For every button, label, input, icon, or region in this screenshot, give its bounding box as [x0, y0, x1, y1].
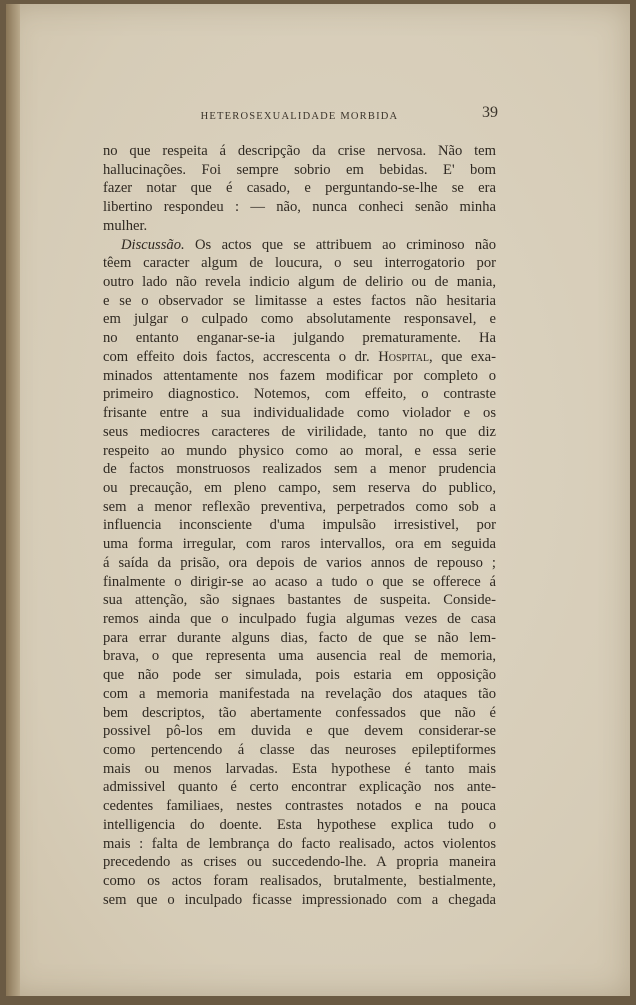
text-line: como os actos foram realisados, brutalmente, bestialmente, — [103, 873, 496, 890]
text-line: sua attenção, são signaes bastantes de suspeita. Conside- — [103, 592, 496, 609]
text-line: no que respeita á descripção da crise nervosa. Não tem — [103, 143, 496, 159]
text-line: finalmente o dirigir-se ao acaso a tudo o que se offerece á — [103, 573, 496, 590]
text-line: seus mediocres caracteres de virilidade, tanto no que diz — [103, 423, 496, 440]
text-line: libertino respondeu : — não, nunca conheci senão minha — [103, 199, 496, 216]
text-line: bem descriptos, tão abertamente confessados que não é — [103, 704, 496, 721]
text-line: possivel pô-los em duvida e que devem considerar-se — [103, 723, 496, 740]
text-line: mais : falta de lembrança do facto realisado, actos violentos — [103, 835, 496, 852]
text-line: sem a menor reflexão preventiva, perpetrados como sob a — [103, 498, 496, 515]
text-line: de factos monstruosos realizados sem a menor prudencia — [103, 461, 496, 478]
discussion-heading: Discussão. — [121, 236, 185, 253]
text-line: mulher. — [103, 217, 148, 234]
text-line: frisante entre a sua individualidade como violador e os — [103, 405, 496, 422]
text-line: precedendo as crises ou succedendo-lhe. A propria maneira — [103, 854, 496, 871]
body-text — [103, 142, 496, 909]
text-line: hallucinações. Foi sempre sobrio em bebidas. E' bom — [103, 161, 496, 178]
text-line: com a memoria manifestada na revelação dos ataques tão — [103, 685, 496, 702]
text-line: admissivel quanto é certo encontrar explicação nos ante- — [103, 779, 496, 796]
text-line: respeito ao mundo physico como ao moral, e essa serie — [103, 442, 496, 459]
text-line: á saída da prisão, ora depois de varios annos de repouso ; — [103, 554, 496, 571]
text-line: uma forma irregular, com raros intervallos, ora em seguida — [103, 536, 496, 553]
line-pre: com effeito dois factos, accrescenta o dr. — [103, 348, 379, 365]
text-line: primeiro diagnostico. Notemos, com effeito, o contraste — [103, 386, 496, 403]
book-spine-shadow — [6, 4, 20, 996]
line-post: , que exa- — [429, 348, 496, 365]
text-line: que não pode ser simulada, pois estaria em opposição — [103, 667, 496, 684]
text-line: brava, o que representa uma ausencia real de memoria, — [103, 648, 496, 665]
text-line: remos ainda que o inculpado fugia algumas vezes de casa — [103, 610, 496, 627]
text-line — [103, 236, 496, 255]
page-number: 39 — [482, 104, 498, 121]
page-header — [103, 104, 496, 122]
text-line: outro lado não revela indicio algum de delirio ou de mania, — [103, 274, 496, 291]
author-name: Hospital — [378, 348, 430, 365]
text-line: têem caracter algum de loucura, o seu interrogatorio por — [103, 255, 496, 272]
text-line: sem que o inculpado ficasse impressionado com a chegada — [103, 891, 496, 908]
text-line: ou precaução, em pleno campo, sem reserva do publico, — [103, 479, 496, 496]
discussion-rest: Os actos que se attribuem ao criminoso não — [184, 236, 496, 253]
running-title: HETEROSEXUALIDADE MORBIDA — [200, 111, 399, 122]
text-line: para errar durante alguns dias, facto de que se não lem- — [103, 629, 496, 646]
text-line: em julgar o culpado como absolutamente responsavel, e — [103, 311, 496, 328]
text-line: minados attentamente nos fazem modificar por completo o — [103, 367, 496, 384]
text-line: no entanto enganar-se-ia julgando prematuramente. Ha — [103, 330, 496, 347]
text-line: e se o observador se limitasse a estes factos não hesitaria — [103, 292, 496, 309]
text-line — [103, 348, 496, 367]
text-line: intelligencia do doente. Esta hypothese explica tudo o — [103, 816, 496, 833]
text-line: influencia inconsciente d'uma impulsão irresistivel, por — [103, 517, 496, 534]
text-line: mais ou menos larvadas. Esta hypothese é tanto mais — [103, 760, 496, 777]
text-line: cedentes familiaes, nestes contrastes notados e na pouca — [103, 798, 496, 815]
text-line: como pertencendo á classe das neuroses epileptiformes — [103, 742, 496, 758]
text-line: fazer notar que é casado, e perguntando-se-lhe se era — [103, 180, 496, 197]
